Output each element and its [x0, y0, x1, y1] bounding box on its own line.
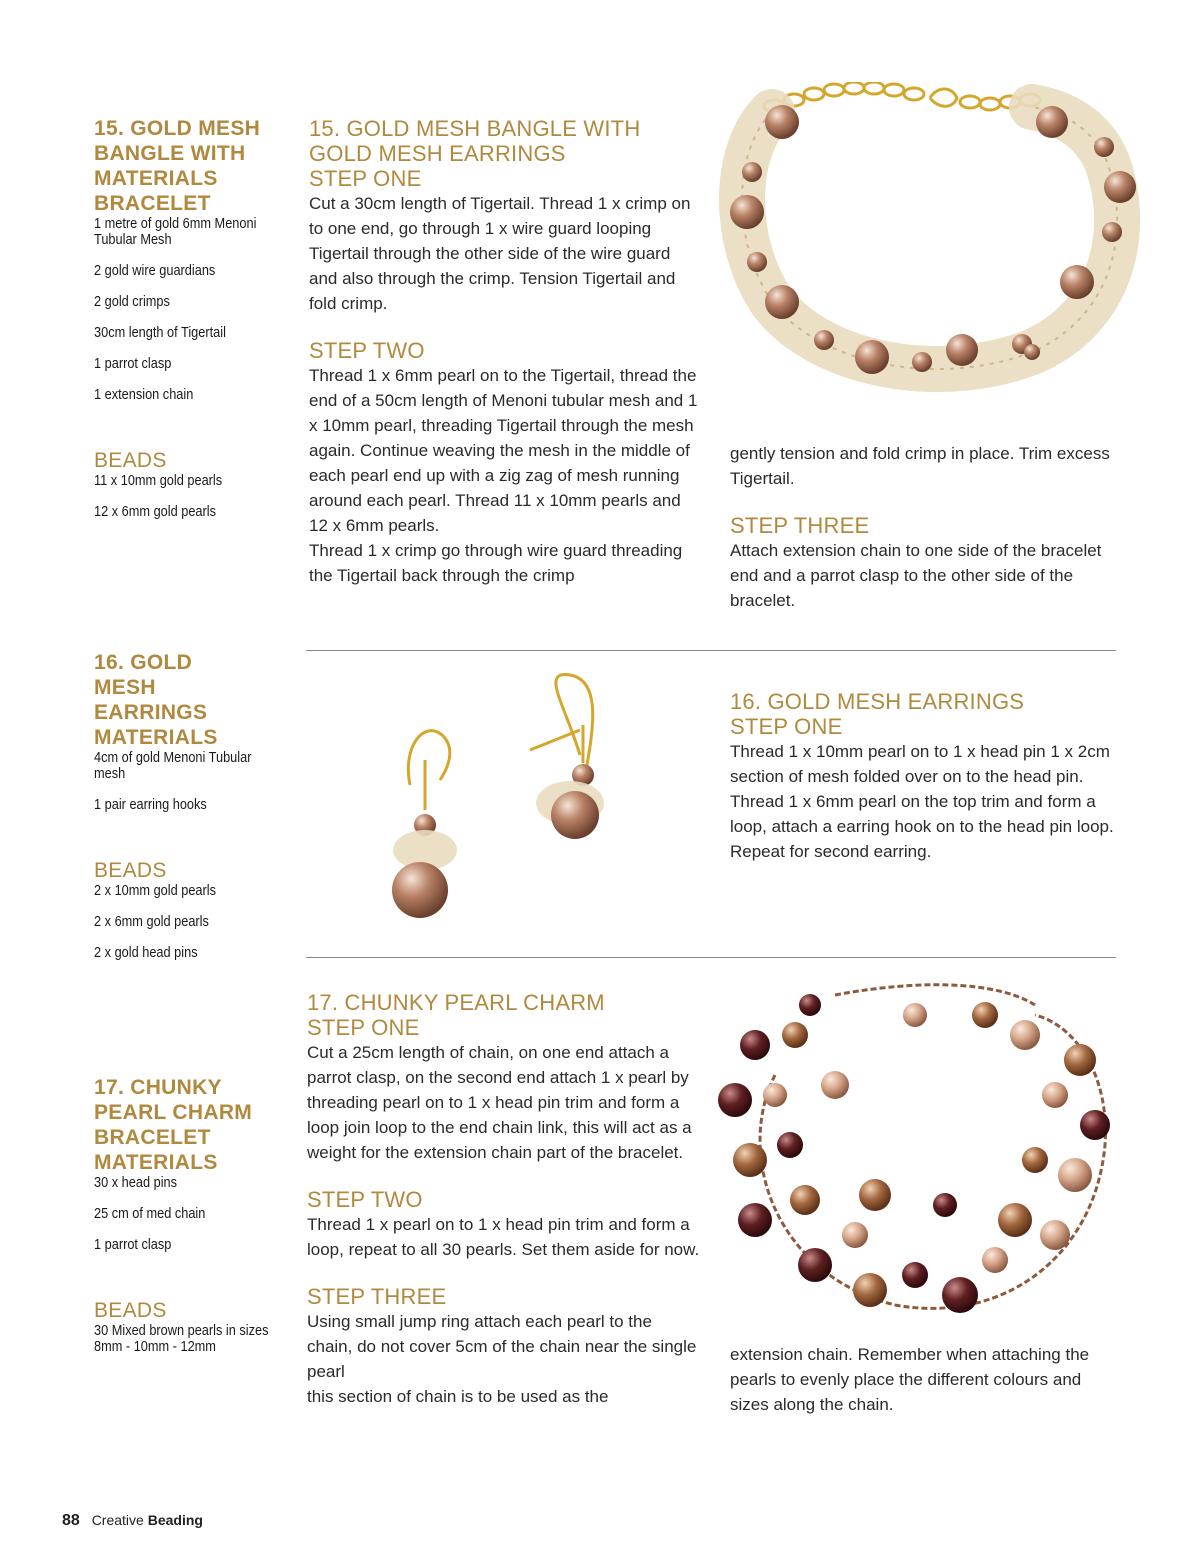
heading-line: PEARL CHARM — [94, 1101, 253, 1124]
material-item: 1 parrot clasp — [94, 356, 172, 372]
material-item: 1 pair earring hooks — [94, 797, 207, 813]
page-number: 88 — [62, 1512, 80, 1529]
sidebar-17-heading — [94, 1075, 284, 1175]
step-three-text: Attach extension chain to one side of the bracelet end and a parrot clasp to the other side of the bracelet. — [730, 541, 1102, 610]
step-three-text: this section of chain is to be used as the — [307, 1387, 609, 1406]
step-one-heading: STEP ONE — [307, 1015, 420, 1040]
beads-heading: BEADS — [94, 1299, 167, 1322]
sidebar-section-16 — [94, 650, 284, 976]
heading-line: EARRINGS — [94, 701, 208, 724]
continued-text: extension chain. Remember when attaching the pearls to evenly place the different colours and sizes along the chain. — [730, 1345, 1090, 1414]
heading-line: MATERIALS — [94, 167, 218, 190]
gold-mesh-bangle-photo — [712, 82, 1142, 422]
sidebar-15-heading — [94, 116, 284, 216]
step-one-heading: STEP ONE — [309, 166, 422, 191]
beads-heading: BEADS — [94, 449, 167, 472]
page-footer — [62, 1512, 203, 1530]
bead-item: 2 x 10mm gold pearls — [94, 883, 216, 899]
divider — [306, 650, 1116, 651]
material-item: 25 cm of med chain — [94, 1206, 206, 1222]
heading-line: BRACELET — [94, 192, 211, 215]
bead-item: 12 x 6mm gold pearls — [94, 504, 216, 520]
bead-item: 2 x gold head pins — [94, 945, 198, 961]
material-item: 1 metre of gold 6mm Menoni Tubular Mesh — [94, 216, 257, 248]
heading-line: 15. GOLD MESH — [94, 117, 261, 140]
material-item: 4cm of gold Menoni Tubular mesh — [94, 750, 252, 782]
sidebar-section-17 — [94, 1075, 284, 1370]
beads-heading: BEADS — [94, 859, 167, 882]
material-item: 30 x head pins — [94, 1175, 178, 1191]
step-two-heading: STEP TWO — [309, 338, 425, 363]
divider — [306, 957, 1116, 958]
heading-line: 17. CHUNKY — [94, 1076, 222, 1099]
material-item: 30cm length of Tigertail — [94, 325, 226, 341]
bead-item: 30 Mixed brown pearls in sizes 8mm - 10mm - 12mm — [94, 1323, 269, 1355]
heading-line: BRACELET — [94, 1126, 211, 1149]
step-one-heading: STEP ONE — [730, 714, 843, 739]
step-one-text: Cut a 25cm length of chain, on one end attach a parrot clasp, on the second end attach 1 x pearl by threading pearl on to 1 x head pin trim and form a loop join loop to the end chain link, this will act as a weight for the extension chain part of the bracelet. — [307, 1043, 692, 1162]
heading-line: BANGLE WITH — [94, 142, 246, 165]
sidebar-section-15 — [94, 116, 284, 535]
section-16-column — [730, 689, 1118, 864]
step-one-text: Thread 1 x 10mm pearl on to 1 x head pin 1 x 2cm section of mesh folded over on to the head pin. Thread 1 x 6mm pearl on the top trim and form a loop, attach a earring hook on to the head pin loop. Repeat for second earring. — [730, 742, 1114, 861]
step-two-text: Thread 1 x pearl on to 1 x head pin trim and form a loop, repeat to all 30 pearls. Set them aside for now. — [307, 1215, 700, 1259]
material-item: 1 parrot clasp — [94, 1237, 172, 1253]
continued-text: gently tension and fold crimp in place. Trim excess Tigertail. — [730, 444, 1110, 488]
material-item: 2 gold wire guardians — [94, 263, 216, 279]
material-item: 2 gold crimps — [94, 294, 170, 310]
heading-line: 16. GOLD — [94, 651, 193, 674]
heading-line: MESH — [94, 676, 156, 699]
section-17-column-2 — [730, 1342, 1120, 1417]
gold-mesh-earrings-photo — [380, 665, 640, 950]
magazine-name-part: Beading — [147, 1512, 203, 1528]
heading-line: MATERIALS — [94, 726, 218, 749]
magazine-name-part: Creative — [91, 1512, 144, 1528]
section-15-title: GOLD MESH EARRINGS — [309, 141, 566, 166]
step-two-text: Thread 1 x crimp go through wire guard threading the Tigertail back through the crimp — [309, 541, 683, 585]
step-three-heading: STEP THREE — [730, 513, 870, 538]
bead-item: 11 x 10mm gold pearls — [94, 473, 223, 489]
section-17-title: 17. CHUNKY PEARL CHARM — [307, 990, 605, 1015]
step-two-heading: STEP TWO — [307, 1187, 423, 1212]
section-15-column-1 — [309, 116, 701, 588]
step-two-text: Thread 1 x 6mm pearl on to the Tigertail, thread the end of a 50cm length of Menoni tubular mesh and 1 x 10mm pearl, threading Tigertail through the mesh again. Continue weaving the mesh in the middle of each pearl end up with a zig zag of mesh running around each pearl. Thread 11 x 10mm pearls and 12 x 6mm pearls. — [309, 366, 698, 535]
sidebar-16-heading — [94, 650, 284, 750]
step-three-text: Using small jump ring attach each pearl to the chain, do not cover 5cm of the chain near the single pearl — [307, 1312, 697, 1381]
heading-line: MATERIALS — [94, 1151, 218, 1174]
section-15-column-2 — [730, 441, 1118, 613]
step-one-text: Cut a 30cm length of Tigertail. Thread 1 x crimp on to one end, go through 1 x wire guard looping Tigertail through the other side of the wire guard and also through the crimp. Tension Tigertail and fold crimp. — [309, 194, 691, 313]
step-three-heading: STEP THREE — [307, 1284, 447, 1309]
section-16-title: 16. GOLD MESH EARRINGS — [730, 689, 1025, 714]
chunky-pearl-charm-bracelet-photo — [715, 975, 1125, 1330]
bead-item: 2 x 6mm gold pearls — [94, 914, 209, 930]
material-item: 1 extension chain — [94, 387, 194, 403]
section-15-title: 15. GOLD MESH BANGLE WITH — [309, 116, 641, 141]
section-17-column-1 — [307, 990, 701, 1409]
